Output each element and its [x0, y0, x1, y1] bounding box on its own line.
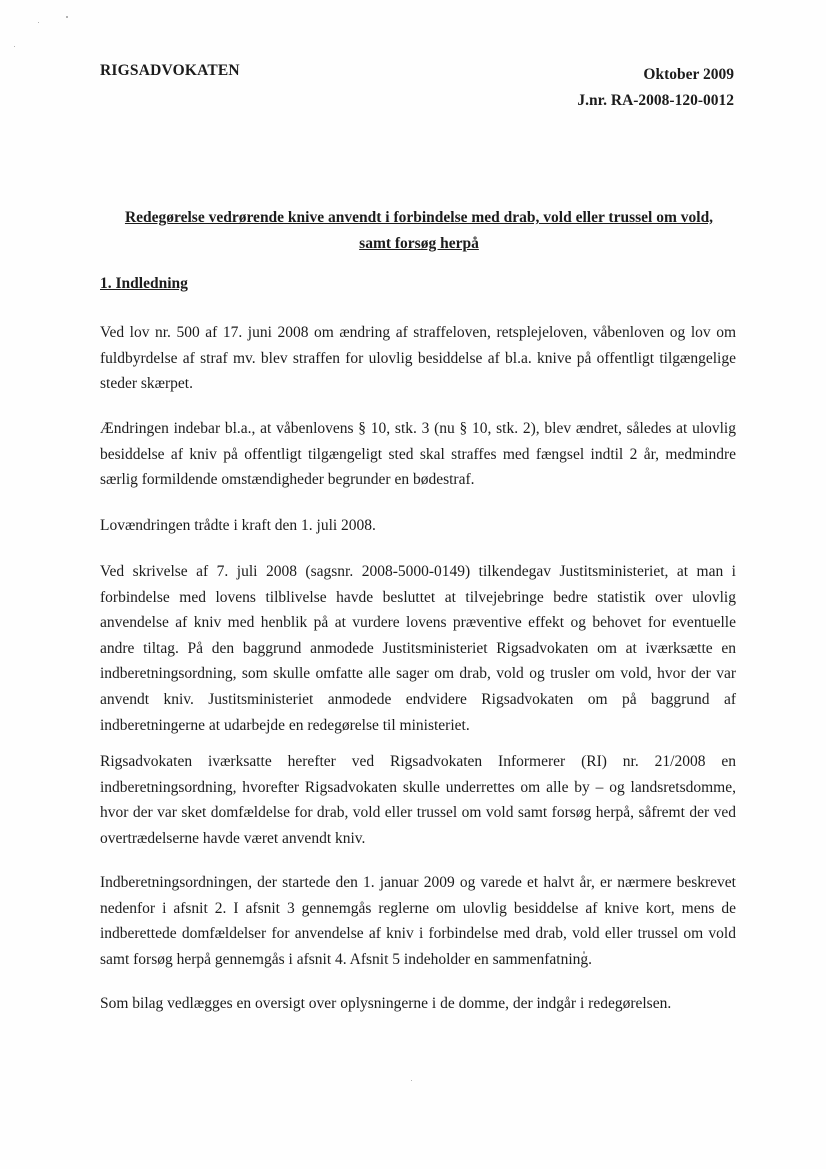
paragraph-1: Ved lov nr. 500 af 17. juni 2008 om ændring af straffeloven, retsplejeloven, våbenloven og lov om fuldbyrdelse af straf mv. blev straffen for ulovlig besiddelse af bl.a. knive på offentligt tilgængelige steder skærpet.: [100, 324, 736, 393]
document-date: Oktober 2009: [643, 66, 734, 83]
paragraph-4: Ved skrivelse af 7. juli 2008 (sagsnr. 2008-5000-0149) tilkendegav Justitsministeriet, at man i forbindelse med lovens tilblivelse havde besluttet at tilvejebringe bedre statistik over ulovlig anvendelse af kniv med henblik på at vurdere lovens præventive effekt og behovet for eventuelle andre tiltag. På den baggrund anmodede Justitsministeriet Rigsadvokaten om at iværksætte en indberetningsordning, som skulle omfatte alle sager om drab, vold og trusler om vold, hvor der var anvendt kniv. Justitsministeriet anmodede endvidere Rigsadvokaten om på baggrund af indberetningerne at udarbejde en redegørelse til ministeriet.: [100, 563, 736, 734]
scan-speck: [66, 16, 68, 18]
section-heading: 1. Indledning: [100, 275, 188, 292]
scan-speck: [38, 22, 39, 23]
paragraph-6: Indberetningsordningen, der startede den 1. januar 2009 og varede et halvt år, er nærmere beskrevet nedenfor i afsnit 2. I afsnit 3 gennemgås reglerne om ulovlig besiddelse af knive kort, mens de indberettede domfældelser for anvendelse af kniv i forbindelse med drab, vold eller trussel om vold samt forsøg herpå gennemgås i afsnit 4. Afsnit 5 indeholder en sammenfatning.: [100, 874, 736, 968]
scan-speck: [14, 46, 15, 47]
paragraph-2: Ændringen indebar bl.a., at våbenlovens § 10, stk. 3 (nu § 10, stk. 2), blev ændret, således at ulovlig besiddelse af kniv på offentligt tilgængeligt sted skal straffes med fængsel indtil 2 år, medmindre særlig formildende omstændigheder begrunder en bødestraf.: [100, 420, 736, 489]
title-line-2: samt forsøg herpå: [359, 235, 479, 252]
paragraph-7: Som bilag vedlægges en oversigt over oplysningerne i de domme, der indgår i redegørelsen.: [100, 995, 672, 1012]
title-line-1: Redegørelse vedrørende knive anvendt i forbindelse med drab, vold eller trussel om vold,: [124, 209, 714, 226]
paragraph-5: Rigsadvokaten iværksatte herefter ved Rigsadvokaten Informerer (RI) nr. 21/2008 en indberetningsordning, hvorefter Rigsadvokaten skulle underrettes om alle by – og landsretsdomme, hvor der var sket domfældelse for drab, vold eller trussel om vold samt forsøg herpå, såfremt der ved overtrædelserne havde været anvendt kniv.: [100, 753, 736, 847]
paragraph-3: Lovændringen trådte i kraft den 1. juli 2008.: [100, 517, 376, 534]
journal-number: J.nr. RA-2008-120-0012: [577, 92, 734, 109]
scan-speck: [411, 1080, 412, 1081]
document-meta: [577, 62, 734, 114]
document-title: [100, 205, 738, 257]
organization-name: RIGSADVOKATEN: [100, 62, 240, 79]
